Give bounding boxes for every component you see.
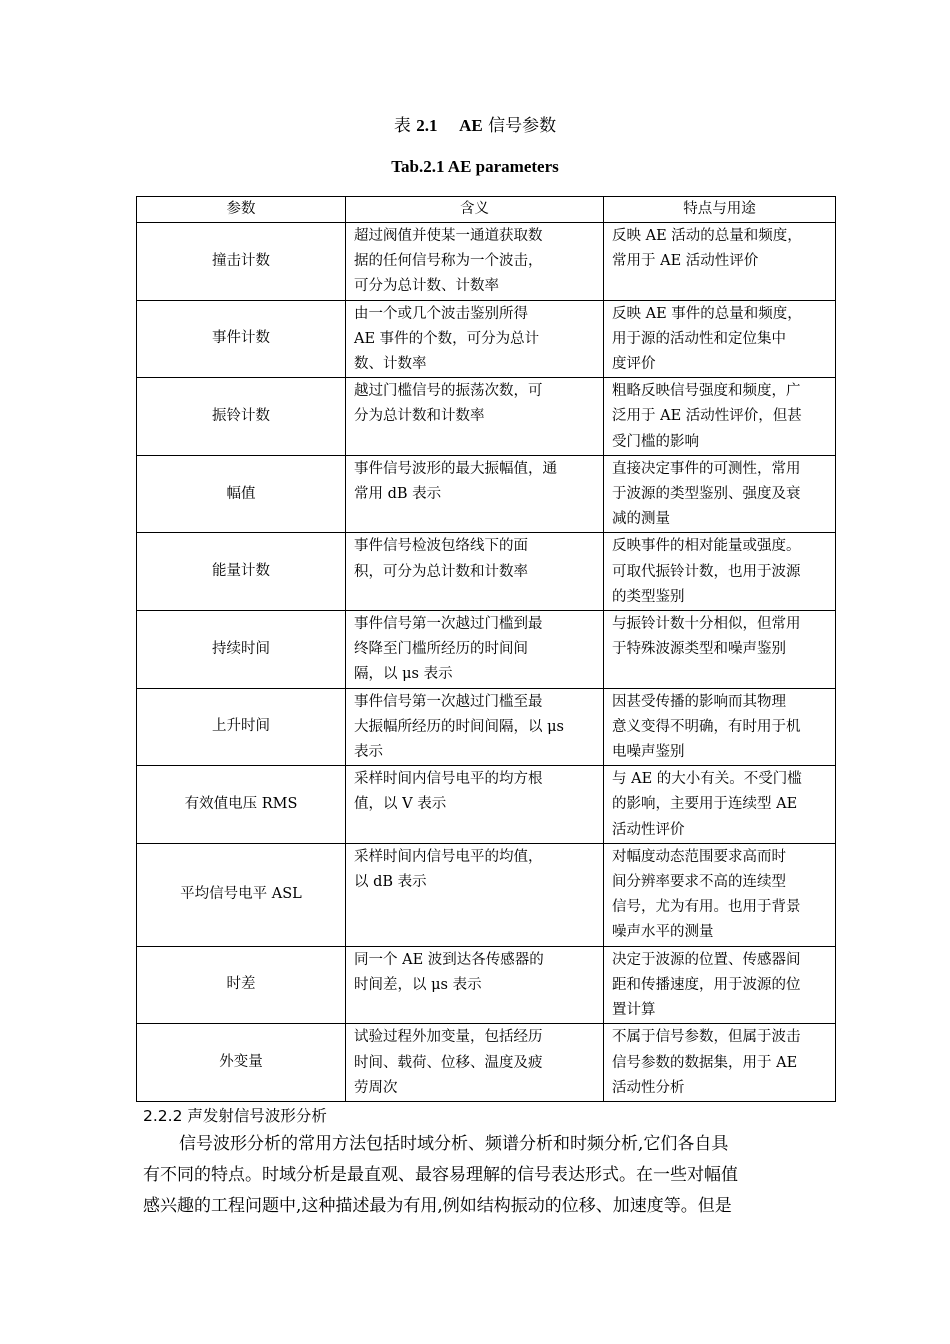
usage-line: 泛用于 AE 活动性评价，但甚 [612, 408, 802, 425]
usage-line: 反映 AE 事件的总量和频度， [612, 305, 802, 322]
usage-line: 常用于 AE 活动性评价 [612, 253, 759, 270]
meaning-line: 大振幅所经历的时间间隔，以 μs [354, 718, 564, 735]
meaning-cell [346, 223, 604, 301]
meaning-line: 时间差，以 μs 表示 [354, 976, 482, 993]
table-row [137, 688, 836, 766]
table-row [137, 300, 836, 378]
usage-cell [604, 533, 836, 611]
usage-line: 粗略反映信号强度和频度，广 [612, 383, 801, 400]
usage-line: 反映 AE 活动的总量和频度， [612, 228, 802, 244]
meaning-line: 表示 [354, 744, 383, 761]
meaning-cell [346, 533, 604, 611]
header-param: 参数 [137, 197, 346, 223]
table-row [137, 946, 836, 1024]
param-name-cell: 有效值电压 RMS [137, 766, 346, 844]
usage-line: 度评价 [612, 356, 656, 373]
meaning-line: 采样时间内信号电平的均值， [354, 848, 543, 865]
header-meaning: 含义 [346, 197, 604, 223]
usage-line: 用于源的活动性和定位集中 [612, 330, 786, 347]
usage-line: 意义变得不明确，有时用于机 [612, 718, 801, 735]
meaning-line: 采样时间内信号电平的均方根 [354, 771, 543, 788]
param-name-cell: 外变量 [137, 1024, 346, 1102]
meaning-line: 超过阀值并使某一通道获取数 [354, 228, 543, 244]
table-row [137, 455, 836, 533]
param-name-cell: 幅值 [137, 455, 346, 533]
table-caption-en: Tab.2.1 AE parameters [391, 157, 559, 176]
table-header-row [137, 197, 836, 223]
meaning-line: 数、计数率 [354, 356, 427, 373]
table-body [137, 223, 836, 1102]
param-name-cell: 时差 [137, 946, 346, 1024]
usage-cell [604, 766, 836, 844]
usage-line: 于特殊波源类型和噪声鉴别 [612, 641, 786, 658]
meaning-line: AE 事件的个数，可分为总计 [354, 330, 540, 347]
usage-cell [604, 378, 836, 456]
usage-line: 因甚受传播的影响而其物理 [612, 693, 786, 710]
meaning-cell [346, 766, 604, 844]
ae-parameters-table [136, 196, 836, 1102]
usage-cell [604, 300, 836, 378]
meaning-line: 积，可分为总计数和计数率 [354, 563, 528, 580]
caption-number: 2.1 [416, 116, 438, 135]
meaning-line: 越过门槛信号的振荡次数，可 [354, 383, 543, 400]
param-name-cell: 撞击计数 [137, 223, 346, 301]
table-caption-cn [0, 114, 950, 138]
meaning-line: 事件信号第一次越过门槛到最 [354, 616, 543, 633]
meaning-line: 由一个或几个波击鉴别所得 [354, 305, 528, 322]
param-name-cell: 平均信号电平 ASL [137, 843, 346, 946]
section-paragraph [143, 1129, 809, 1222]
param-name-cell: 事件计数 [137, 300, 346, 378]
paragraph-line: 感兴趣的工程问题中,这种描述最为有用,例如结构振动的位移、加速度等。但是 [143, 1196, 732, 1216]
param-name-cell: 能量计数 [137, 533, 346, 611]
meaning-line: 时间、载荷、位移、温度及疲 [354, 1054, 543, 1071]
meaning-cell [346, 300, 604, 378]
meaning-cell [346, 611, 604, 689]
usage-line: 直接决定事件的可测性，常用 [612, 460, 801, 477]
meaning-line: 事件信号检波包络线下的面 [354, 538, 528, 555]
meaning-cell [346, 378, 604, 456]
meaning-cell [346, 843, 604, 946]
meaning-line: 同一个 AE 波到达各传感器的 [354, 951, 544, 968]
meaning-line: 据的任何信号称为一个波击， [354, 253, 543, 270]
meaning-line: 事件信号第一次越过门槛至最 [354, 693, 543, 710]
usage-cell [604, 223, 836, 301]
meaning-line: 以 dB 表示 [354, 874, 427, 891]
usage-line: 信号，尤为有用。也用于背景 [612, 899, 801, 916]
usage-line: 电噪声鉴别 [612, 744, 685, 761]
usage-line: 的类型鉴别 [612, 588, 685, 605]
table-row [137, 766, 836, 844]
usage-line: 间分辨率要求不高的连续型 [612, 874, 786, 891]
usage-line: 不属于信号参数，但属于波击 [612, 1029, 801, 1046]
usage-line: 与 AE 的大小有关。不受门槛 [612, 771, 802, 788]
caption-title-rest: 信号参数 [488, 116, 557, 136]
usage-line: 置计算 [612, 1002, 656, 1019]
usage-line: 可取代振铃计数，也用于波源 [612, 563, 801, 580]
meaning-line: 可分为总计数、计数率 [354, 278, 499, 295]
paragraph-line: 信号波形分析的常用方法包括时域分析、频谱分析和时频分析,它们各自具 [179, 1134, 729, 1154]
usage-line: 受门槛的影响 [612, 433, 699, 450]
param-name-cell: 振铃计数 [137, 378, 346, 456]
usage-line: 信号参数的数据集，用于 AE [612, 1054, 798, 1071]
usage-line: 距和传播速度，用于波源的位 [612, 976, 801, 993]
usage-cell [604, 611, 836, 689]
meaning-cell [346, 688, 604, 766]
table-row [137, 378, 836, 456]
usage-cell [604, 688, 836, 766]
usage-line: 噪声水平的测量 [612, 924, 714, 941]
caption-title-en: AE [459, 116, 483, 135]
meaning-line: 终降至门槛所经历的时间间 [354, 641, 528, 658]
table-row [137, 843, 836, 946]
usage-cell [604, 946, 836, 1024]
meaning-line: 试验过程外加变量，包括经历 [354, 1029, 543, 1046]
usage-line: 活动性分析 [612, 1079, 685, 1096]
header-usage: 特点与用途 [604, 197, 836, 223]
usage-line: 反映事件的相对能量或强度。 [612, 538, 801, 555]
table-row [137, 223, 836, 301]
usage-line: 于波源的类型鉴别、强度及衰 [612, 486, 801, 503]
caption-prefix: 表 [393, 116, 411, 136]
usage-line: 减的测量 [612, 511, 670, 528]
table-row [137, 1024, 836, 1102]
usage-line: 决定于波源的位置、传感器间 [612, 951, 801, 968]
paragraph-line: 有不同的特点。时域分析是最直观、最容易理解的信号表达形式。在一些对幅值 [143, 1165, 738, 1185]
meaning-line: 值，以 V 表示 [354, 796, 447, 813]
usage-cell [604, 455, 836, 533]
usage-line: 与振铃计数十分相似，但常用 [612, 616, 801, 633]
section-heading: 2.2.2 声发射信号波形分析 [143, 1107, 327, 1125]
meaning-line: 分为总计数和计数率 [354, 408, 485, 425]
table-row [137, 611, 836, 689]
meaning-cell [346, 455, 604, 533]
usage-cell [604, 1024, 836, 1102]
usage-line: 对幅度动态范围要求高而时 [612, 848, 786, 865]
usage-cell [604, 843, 836, 946]
meaning-line: 劳周次 [354, 1079, 398, 1096]
usage-line: 的影响，主要用于连续型 AE [612, 796, 798, 813]
table-row [137, 533, 836, 611]
meaning-line: 事件信号波形的最大振幅值，通 [354, 460, 557, 477]
usage-line: 活动性评价 [612, 821, 685, 838]
meaning-cell [346, 946, 604, 1024]
meaning-line: 隔，以 μs 表示 [354, 666, 453, 683]
param-name-cell: 持续时间 [137, 611, 346, 689]
param-name-cell: 上升时间 [137, 688, 346, 766]
meaning-cell [346, 1024, 604, 1102]
meaning-line: 常用 dB 表示 [354, 486, 442, 503]
